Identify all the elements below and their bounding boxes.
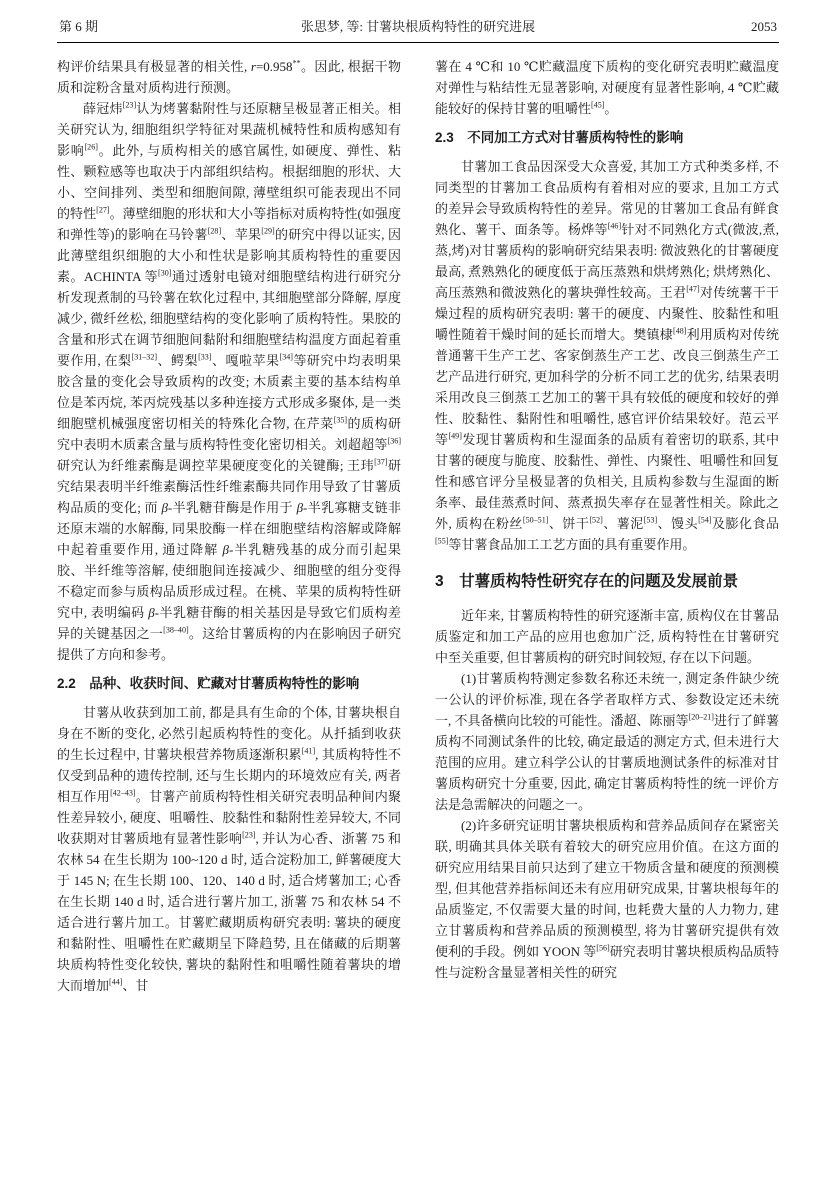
journal-issue: 第 6 期 [59,19,99,34]
left-column [57,56,401,996]
paragraph: (1)甘薯质构特测定参数名称还未统一, 测定条件缺少统一公认的评价标准, 现在各学者取样方式、参数设定还未统一, 不具备横向比较的可能性。潘超、陈丽等[20–21]进行了鲜薯质构不同测试条件的比较, 确定最适的测定方式, 但未进行大范围的应用。建立科学公认的甘薯质地测试条件的标准对甘薯质构研究十分重要, 因此, 确定甘薯质构特性的统一评价方法是急需解决的问题之一。 [435,671,780,812]
paragraph: 构评价结果具有极显著的相关性, r=0.958**。因此, 根据干物质和淀粉含量对质构进行预测。 [57,58,401,95]
section-heading: 2.2 品种、收获时间、贮藏对甘薯质构特性的影响 [57,676,360,691]
paragraph: 甘薯从收获到加工前, 都是具有生命的个体, 甘薯块根自身在不断的变化, 必然引起质构特性的变化。从扦插到收获的生长过程中, 甘薯块根营养物质逐渐积累[41], 其质构特性不仅受到品种的遗传控制, 还与生长期内的环境效应有关, 两者相互作用[42–43]。甘薯产前质构特性相关研究表明品种间内聚性差异较小, 硬度、咀嚼性、胶黏性和黏附性差异较大, 不同收获期对甘薯质地有显著性影响[23], 并认为心香、浙薯 75 和农林 54 在生长期为 100~120 d 时, 适合淀粉加工, 鲜薯硬度大于 145 N; 在生长期 100、120、140 d 时, 适合烤薯加工; 心香在生长期 140 d 时, 适合进行薯片加工, 浙薯 75 和农林 54 不适合进行薯片加工。甘薯贮藏期质构研究表明: 薯块的硬度和黏附性、咀嚼性在贮藏期呈下降趋势, 且在储藏的后期薯块质构特性变化较快, 薯块的黏附性和咀嚼性随着薯块的增大而增加[44]、甘 [57,705,401,993]
paragraph: 甘薯加工食品因深受大众喜爱, 其加工方式种类多样, 不同类型的甘薯加工食品质构有着相对应的要求, 且加工方式的差异会导致质构特性的差异。常见的甘薯加工食品有鲜食熟化、薯干、面条等。杨烨等[46]针对不同熟化方式(微波,煮,蒸,烤)对甘薯质构的影响研究结果表明: 微波熟化的甘薯硬度最高, 煮熟熟化的硬度低于高压蒸熟和烘烤熟化; 烘烤熟化、高压蒸熟和微波熟化的薯块弹性较高。王君[47]对传统薯干干燥过程的质构研究表明: 薯干的硬度、内聚性、胶黏性和咀嚼性随着干燥时间的延长而增大。樊镇棣[48]利用质构对传统普通薯干生产工艺、客家倒蒸生产工艺、改良三倒蒸生产工艺产品进行研究, 更加科学的分析不同工艺的优劣, 结果表明采用改良三倒蒸工艺加工的薯干具有较低的硬度和较好的弹性、胶黏性、黏附性和咀嚼性, 感官评价结果较好。范云平等[49]发现甘薯质构和生湿面条的品质有着密切的联系, 其中甘薯的硬度与脆度、胶黏性、弹性、内聚性、咀嚼性和回复性和感官评分呈极显著的负相关, 且质构参数与生湿面的断条率、最佳蒸煮时间、蒸煮损失率存在显著性相关。除此之外, 质构在粉丝[50–51]、饼干[52]、薯泥[53]、馒头[54]及膨化食品[55]等甘薯食品加工工艺方面的具有重要作用。 [435,159,779,552]
right-column [435,56,779,996]
paragraph: 薛冠炜[23]认为烤薯黏附性与还原糖呈极显著正相关。相关研究认为, 细胞组织学特征对果蔬机械特性和质构感知有影响[26]。此外, 与质构相关的感官属性, 如硬度、弹性、粘性、颗粒感等也取决于内部组织结构。根据细胞的形状、大小、空间排列、类型和细胞间隙, 薄壁组织可能表现出不同的特性[27]。薄壁细胞的形状和大小等指标对质构特性(如强度和弹性等)的影响在马铃薯[28]、苹果[29]的研究中得以证实, 因此薄壁组织细胞的大小和性状是影响其质构特性的重要因素。ACHINTA 等[30]通过透射电镜对细胞壁结构进行研究分析发现煮制的马铃薯在软化过程中, 其细胞壁部分降解, 厚度减少, 微纤丝松, 细胞壁结构的变化影响了质构特性。果胶的含量和形式在调节细胞间黏附和细胞壁结构温度方面起着重要作用, 在梨[31–32]、鳄梨[33]、嘎啦苹果[34]等研究中均表明果胶含量的变化会导致质构的改变; 木质素主要的基本结构单位是苯丙烷, 苯丙烷残基以多种连接方式形成多聚体, 是一类细胞壁机械强度密切相关的特殊化合物, 在芹菜[35]的质构研究中表明木质素含量与质构特性变化密切相关。刘超超等[36]研究认为纤维素酶是调控苹果硬度变化的关键酶; 王玮[37]研究结果表明半纤维素酶活性纤维素酶共同作用导致了甘薯质构品质的变化; 而 β-半乳糖苷酶是作用于 β-半乳寡糖支链非还原末端的水解酶, 同果胶酶一样在细胞壁结构溶解或降解中起着重要作用, 通过降解 β-半乳糖残基的成分而引起果胶、半纤维等溶解, 使细胞间连接减少、细胞壁的组分变得不稳定而参与质构品质形成过程。在桃、苹果的质构特性研究中, 表明编码 β-半乳糖苷酶的相关基因是导致它们质构差异的关键基因之一[38–40]。这给甘薯质构的内在影响因子研究提供了方向和参考。 [57,100,401,662]
two-column-body [57,56,779,996]
page-number: 2053 [751,19,777,34]
paragraph: (2)许多研究证明甘薯块根质构和营养品质间存在紧密关联, 明确其具体关联有着较大的研究应用价值。在这方面的研究应用结果目前只达到了建立干物质含量和硬度的预测模型, 但其他营养指标间还未有应用研究成果, 甘薯块根每年的品质鉴定, 不仅需要大量的时间, 也耗费大量的人力物力, 建立甘薯质构和营养品质的预测模型, 将为甘薯研究提供有效便利的手段。例如 YOON 等[56]研究表明甘薯块根质构品质特性与淀粉含量显著相关性的研究 [435,818,779,980]
paragraph: 薯在 4 ℃和 10 ℃贮藏温度下质构的变化研究表明贮藏温度对弹性与粘结性无显著影响, 对硬度有显著性影响, 4 ℃贮藏能较好的保持甘薯的咀嚼性[45]。 [435,59,779,116]
section-heading-level1: 3 甘薯质构特性研究存在的问题及发展前景 [435,573,739,590]
running-title: 张思梦, 等: 甘薯块根质构特性的研究进展 [300,19,536,34]
section-heading: 2.3 不同加工方式对甘薯质构特性的影响 [435,130,684,145]
page-header [57,12,779,43]
paragraph: 近年来, 甘薯质构特性的研究逐渐丰富, 质构仪在甘薯品质鉴定和加工产品的应用也愈加广泛, 质构特性在甘薯研究中至关重要, 但甘薯质构的研究时间较短, 存在以下问题。 [435,608,779,665]
